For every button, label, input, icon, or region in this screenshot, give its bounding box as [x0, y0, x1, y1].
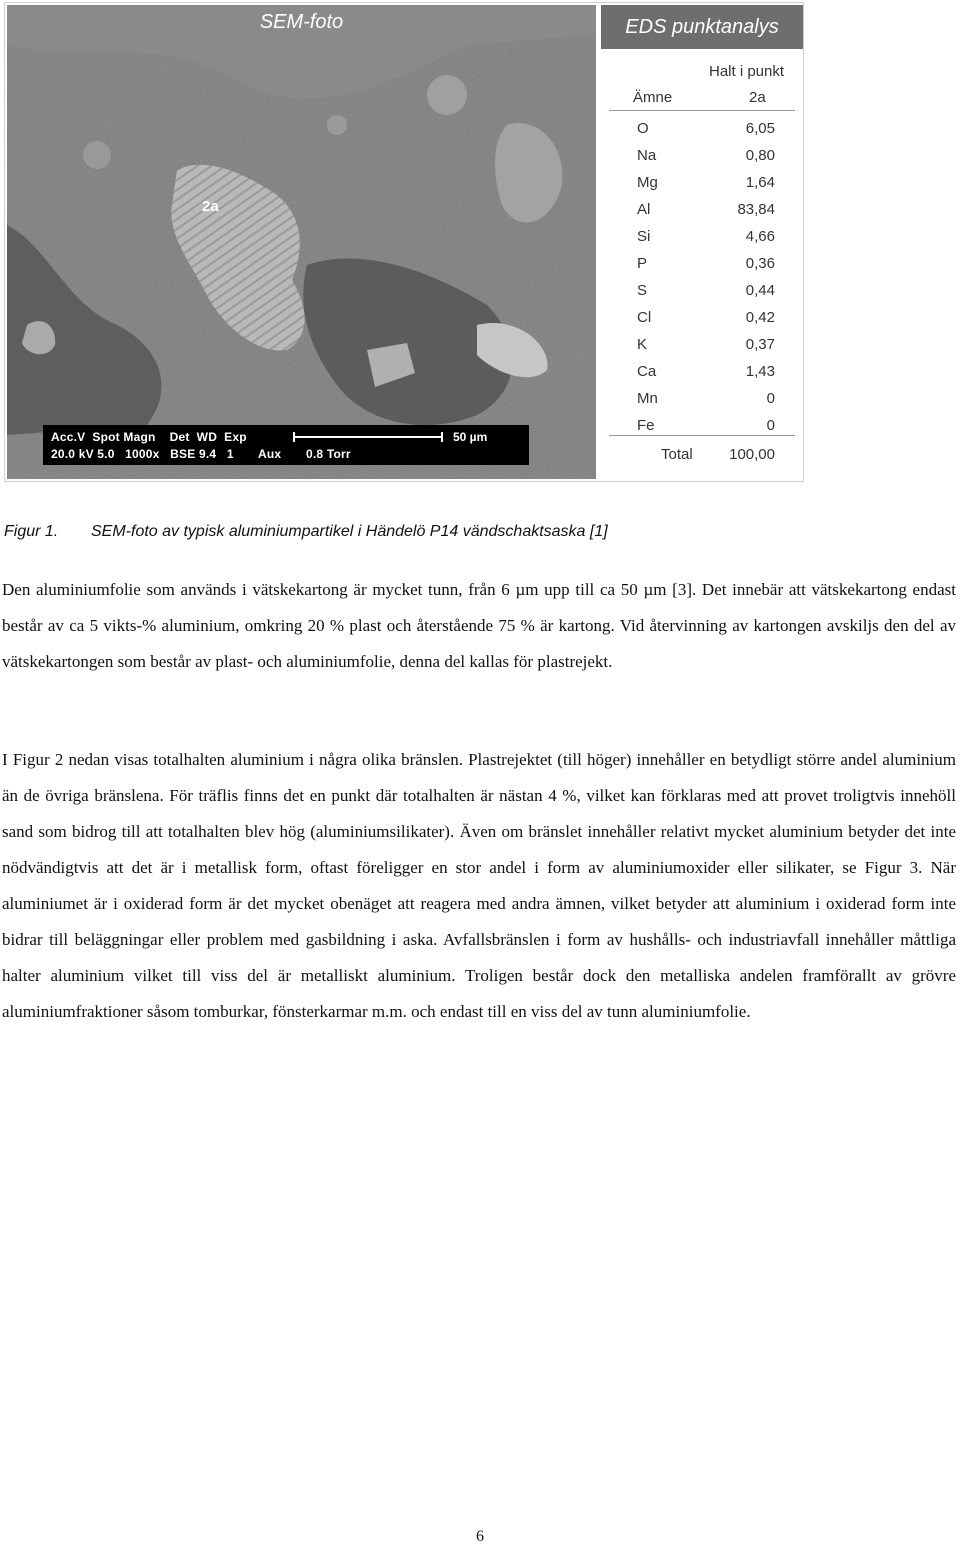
eds-total-value: 100,00: [729, 446, 775, 463]
eds-header-divider: [609, 110, 795, 111]
eds-subheader: Halt i punkt: [709, 63, 785, 80]
eds-value: 4,66: [745, 228, 775, 245]
eds-element: K: [637, 336, 648, 353]
databar-row-2: 20.0 kV 5.0 1000x BSE 9.4 1 Aux 0.8 Torr: [51, 447, 351, 461]
eds-element: Fe: [637, 417, 655, 434]
sem-micrograph-image: [7, 5, 596, 479]
databar-row-1: Acc.V Spot Magn Det WD Exp: [51, 430, 247, 444]
eds-value: 0: [766, 417, 775, 434]
body-paragraph: I Figur 2 nedan visas totalhalten aluminium i några olika bränslen. Plastrejektet (till höger) innehåller en betydligt större andel aluminium än de övriga bränslena. För träflis finns det en punkt där totalhalten är nästan 4 %, vilket kan förklaras med att provet troligtvis innehöll sand som bidrog till att totalhalten blev hög (aluminiumsilikater). Även om bränslet innehåller relativt mycket aluminium betyder det inte nödvändigtvis att det är i metallisk form, oftast föreligger en stor andel i form av aluminiumoxider eller silikater, se Figur 3. När aluminiumet är i oxiderad form är det mycket obenäget att reagera med andra ämnen, vilket betyder att aluminium i oxiderad form inte bidrar till beläggningar eller problem med gasbildning i aska. Avfallsbränslen i form av hushålls- och industriavfall innehåller måttliga halter aluminium vilket till viss del är metalliskt aluminium. Troligen består dock den metalliska andelen framförallt av grövre aluminiumfraktioner såsom tomburkar, fönsterkarmar m.m. och endast till en viss del av tunn aluminiumfolie.: [2, 750, 956, 1021]
eds-element: P: [637, 255, 648, 272]
eds-value: 0,37: [745, 336, 775, 353]
caption-text: SEM-foto av typisk aluminiumpartikel i Händelö P14 vändschaktsaska [1]: [91, 523, 608, 540]
figure-1: [4, 2, 804, 482]
eds-column-point: 2a: [749, 89, 766, 106]
eds-row: [599, 147, 803, 174]
eds-element: Mn: [637, 390, 658, 407]
eds-element: Cl: [637, 309, 652, 326]
eds-value: 0,36: [745, 255, 775, 272]
sem-photo: [7, 5, 596, 479]
eds-row: [599, 336, 803, 363]
eds-row: [599, 120, 803, 147]
eds-value: 0: [766, 390, 775, 407]
particle-label: 2a: [202, 198, 219, 215]
figure-caption: [4, 523, 608, 541]
eds-total-label: Total: [661, 446, 693, 463]
eds-value: 0,44: [745, 282, 775, 299]
caption-number: Figur 1.: [4, 523, 59, 540]
eds-element: Mg: [637, 174, 658, 191]
sem-title: SEM-foto: [259, 11, 344, 33]
eds-row: [599, 282, 803, 309]
eds-value: 1,64: [745, 174, 775, 191]
eds-row: [599, 309, 803, 336]
eds-element: Ca: [637, 363, 657, 380]
eds-value: 0,80: [745, 147, 775, 164]
eds-element: Na: [637, 147, 657, 164]
eds-element: Al: [637, 201, 651, 218]
eds-row: [599, 174, 803, 201]
scale-bar: [293, 436, 443, 438]
eds-row: [599, 201, 803, 228]
eds-value: 0,42: [745, 309, 775, 326]
eds-element: S: [637, 282, 648, 299]
page-number: 6: [476, 1528, 484, 1545]
eds-column-element: Ämne: [633, 89, 673, 106]
eds-table: [599, 3, 803, 481]
sem-databar: [43, 425, 529, 465]
eds-title: EDS punktanalys: [601, 5, 803, 49]
eds-value: 83,84: [737, 201, 775, 218]
eds-total-divider: [609, 435, 795, 436]
eds-element: Si: [637, 228, 651, 245]
eds-value: 6,05: [745, 120, 775, 137]
eds-row: [599, 363, 803, 390]
eds-element: O: [637, 120, 649, 137]
scale-label: 50 µm: [453, 430, 488, 444]
eds-value: 1,43: [745, 363, 775, 380]
eds-row: [599, 255, 803, 282]
eds-row: [599, 228, 803, 255]
eds-row: [599, 390, 803, 417]
eds-row: [599, 417, 803, 444]
body-paragraph: Den aluminiumfolie som används i vätskekartong är mycket tunn, från 6 µm upp till ca 50 µm [3]. Det innebär att vätskekartong endast består av ca 5 vikts-% aluminium, omkring 20 % plast och återstående 75 % är kartong. Vid återvinning av kartongen avskiljs den del av vätskekartongen som består av plast- och aluminiumfolie, denna del kallas för plastrejekt.: [2, 580, 956, 671]
